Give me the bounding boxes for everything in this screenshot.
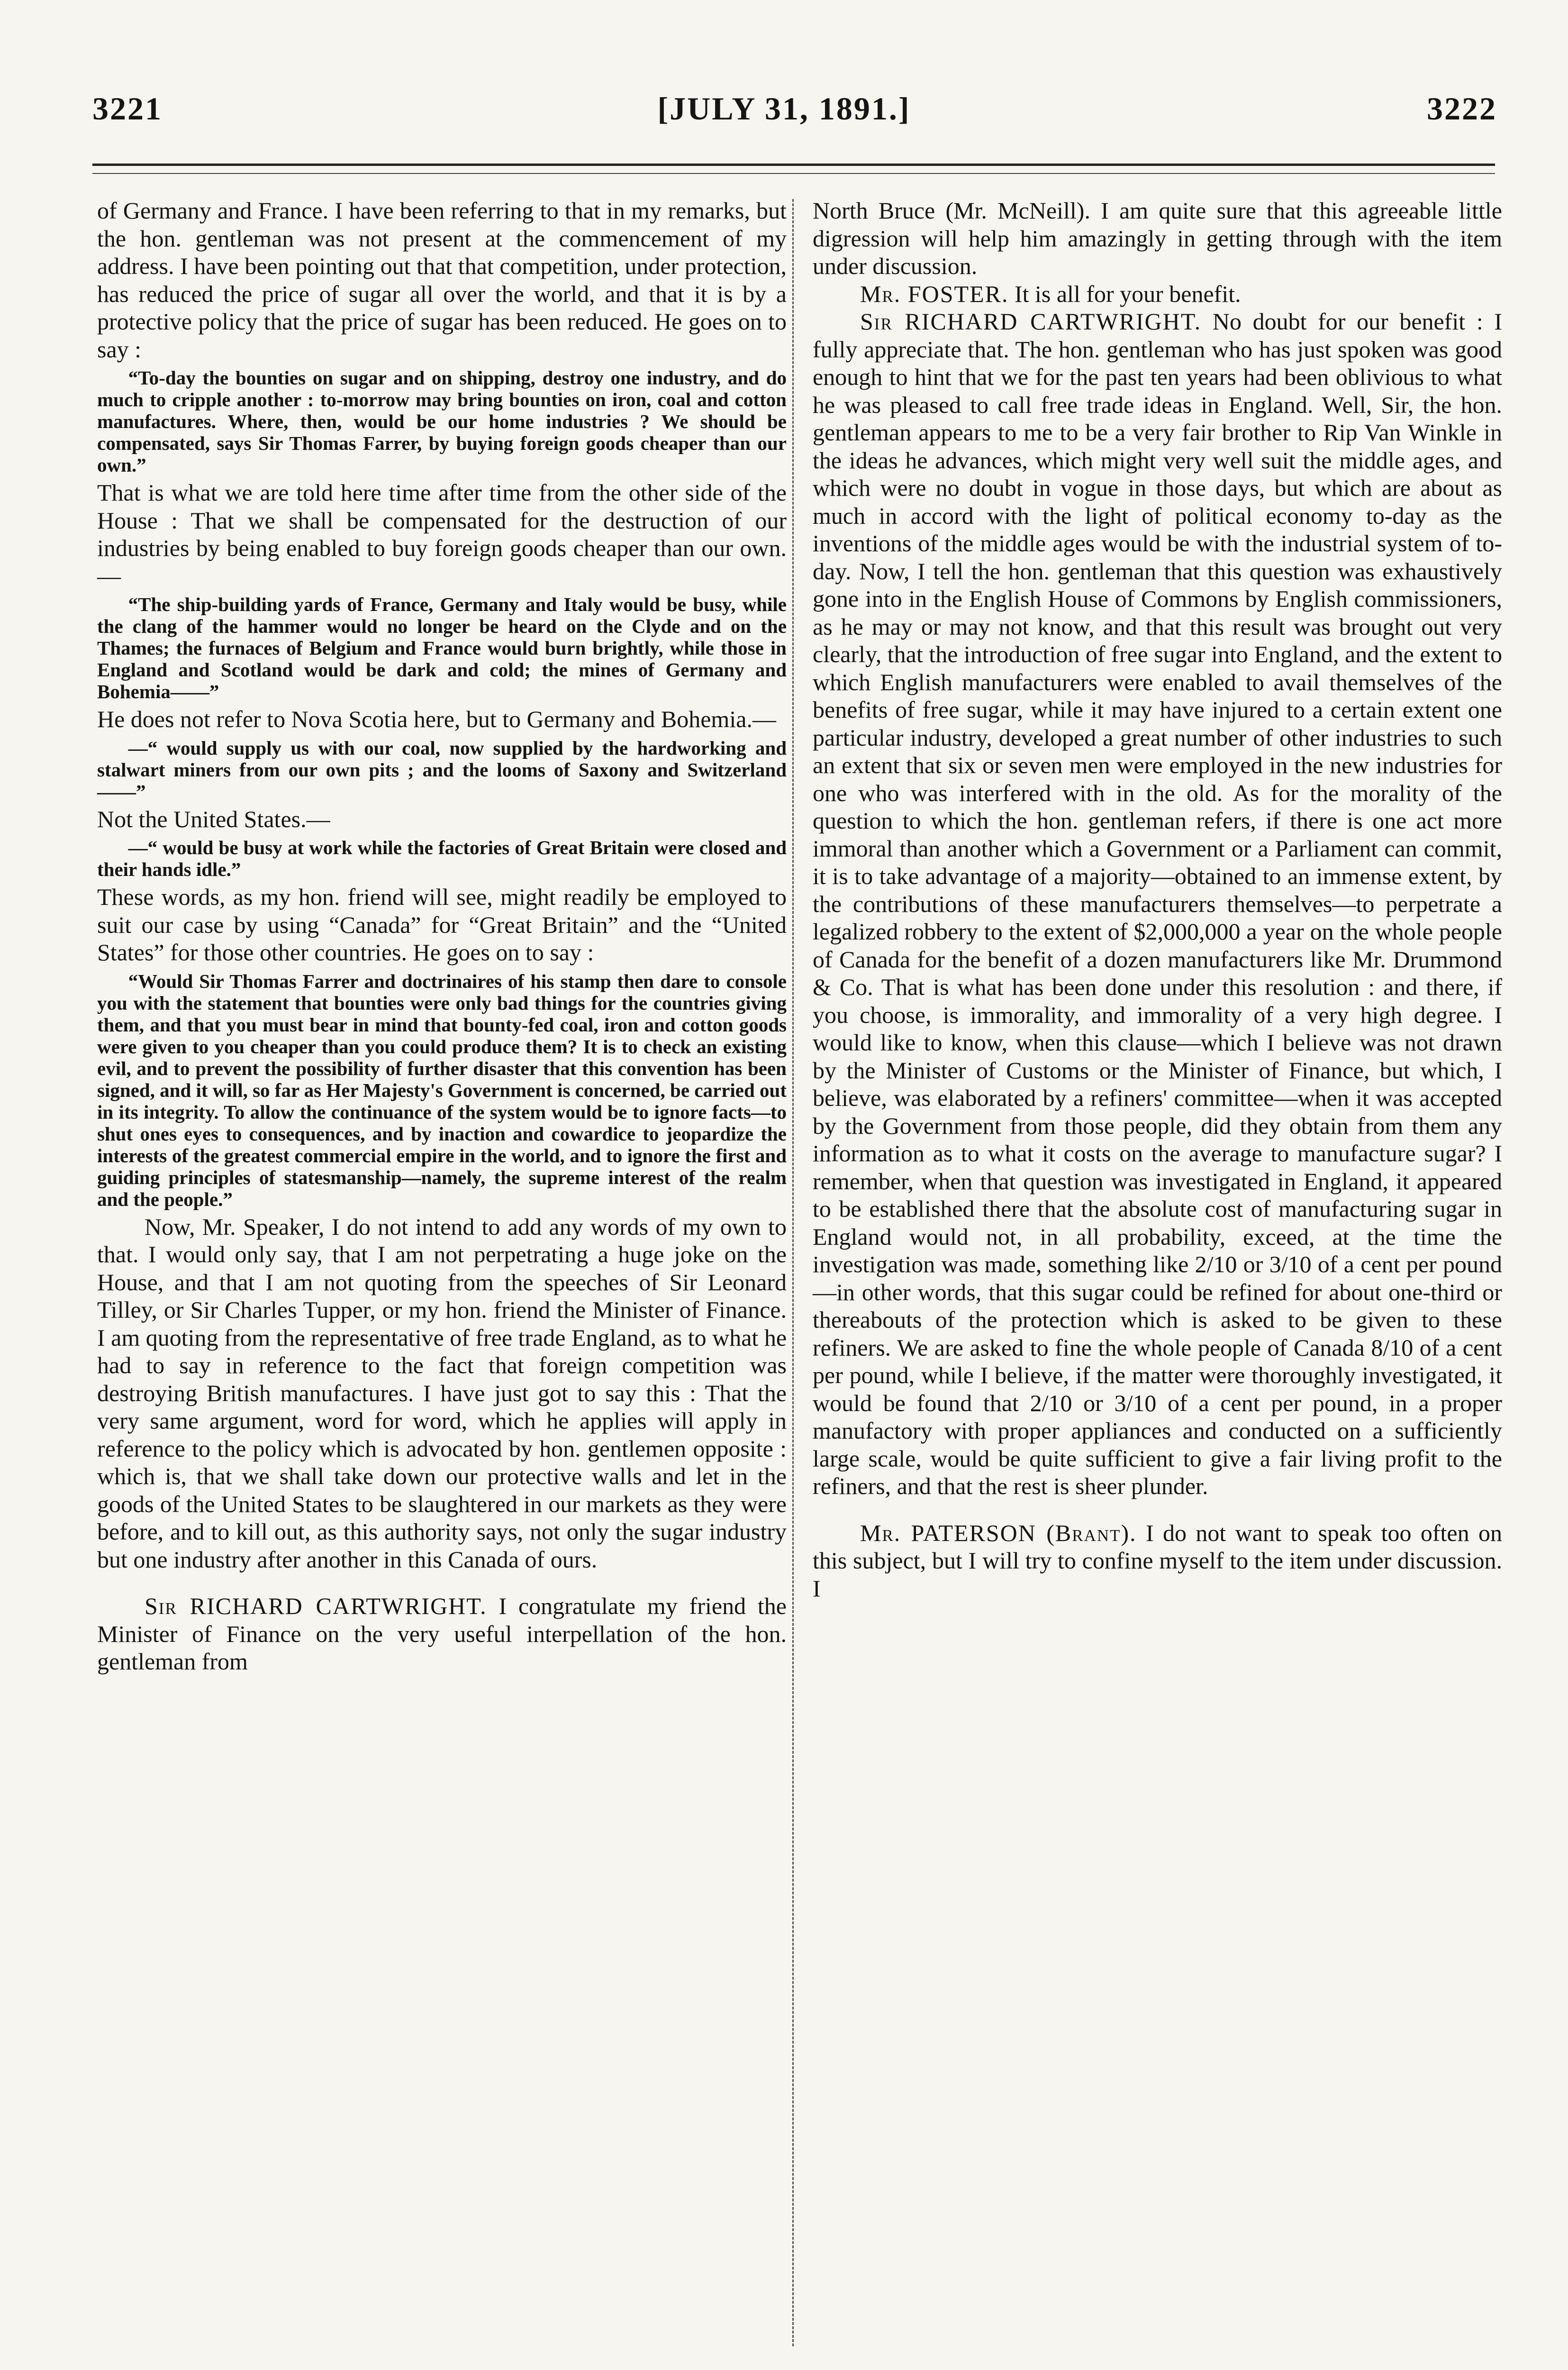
paragraph: of Germany and France. I have been referring to that in my remarks, but the hon. gentleman was not present at the commencement of my address. I have been pointing out that that competition, under protection, has reduced the price of sugar all over the world, and that it is by a protective policy that the price of sugar has been reduced. He goes on to say : bbox=[97, 197, 787, 363]
paragraph: That is what we are told here time after time from the other side of the House : That we shall be compensated for the destruction of our industries by being enabled to buy foreign goods cheaper than our own.— bbox=[97, 479, 787, 589]
column-divider bbox=[792, 199, 794, 2346]
speaker-name: Mr. FOSTER. bbox=[860, 280, 1009, 307]
paragraph: North Bruce (Mr. McNeill). I am quite sure that this agreeable little digression will help him amazingly in getting through with the item under discussion. bbox=[813, 197, 1502, 279]
speech bbox=[813, 280, 1502, 308]
block-quote: —“ would be busy at work while the factories of Great Britain were closed and their hands idle.” bbox=[97, 837, 787, 880]
right-column bbox=[813, 197, 1502, 1602]
block-quote: “The ship-building yards of France, Germany and Italy would be busy, while the clang of the hammer would no longer be heard on the Clyde and on the Thames; the furnaces of Belgium and France would burn brightly, while those in England and Scotland would be dark and cold; the mines of Germany and Bohemia——” bbox=[97, 593, 787, 702]
left-column bbox=[97, 197, 787, 1676]
paragraph: He does not refer to Nova Scotia here, but to Germany and Bohemia.— bbox=[97, 706, 776, 732]
header-rule-thin bbox=[92, 173, 1495, 174]
header-rule bbox=[92, 164, 1495, 166]
speaker-name: Mr. PATERSON (Brant). bbox=[860, 1519, 1137, 1546]
block-quote: —“ would supply us with our coal, now supplied by the hardworking and stalwart miners from our own pits ; and the looms of Saxony and Switzerland——” bbox=[97, 737, 787, 802]
speaker-name: Sir RICHARD CARTWRIGHT. bbox=[145, 1593, 487, 1619]
speech-text: I congratulate my friend the Minister of Finance on the very useful interpellation of the hon. gentleman from bbox=[97, 1593, 787, 1675]
block-quote: “Would Sir Thomas Farrer and doctrinaires of his stamp then dare to console you with the statement that bounties were only bad things for the countries giving them, and that you must bear in mind that bounty-fed coal, iron and cotton goods were given to you cheaper than you could produce them? It is to check an existing evil, and to prevent the possibility of further disaster that this convention has been signed, and it will, so far as Her Majesty's Government is concerned, be carried out in its integrity. To allow the continuance of the system would be to ignore facts—to shut ones eyes to consequences, and by inaction and cowardice to jeopardize the interests of the greatest commercial empire in the world, and to ignore the first and guiding principles of statesmanship—namely, the supreme interest of the realm and the people.” bbox=[97, 970, 787, 1210]
paragraph: Not the United States.— bbox=[97, 805, 330, 832]
paragraph: Now, Mr. Speaker, I do not intend to add any words of my own to that. I would only say, that I am not perpetrating a huge joke on the House, and that I am not quoting from the speeches of Sir Leonard Tilley, or Sir Charles Tupper, or my hon. friend the Minister of Finance. I am quoting from the representative of free trade England, as to what he had to say in reference to the fact that foreign competition was destroying British manufactures. I have just got to say this : That the very same argument, word for word, which he applies will apply in reference to the policy which is advocated by hon. gentlemen opposite : which is, that we shall take down our protective walls and let in the goods of the United States to be slaughtered in our markets as they were before, and to kill out, as this authority says, not only the sugar industry but one industry after another in this Canada of ours. bbox=[97, 1213, 787, 1573]
page-header bbox=[0, 90, 1568, 133]
paragraph: These words, as my hon. friend will see, might readily be employed to suit our case by using “Canada” for “Great Britain” and the “United States” for those other countries. He goes on to say : bbox=[97, 884, 787, 966]
header-left-page-number: 3221 bbox=[92, 91, 163, 127]
speech bbox=[813, 308, 1502, 1500]
header-date: [JULY 31, 1891.] bbox=[657, 91, 911, 127]
speech-text: No doubt for our benefit : I fully appreciate that. The hon. gentleman who has just spoken was good enough to hint that we for the past ten years had been oblivious to what he was pleased to call free trade ideas in England. Well, Sir, the hon. gentleman appears to me to be a very fair brother to Rip Van Winkle in the ideas he advances, which might very well suit the middle ages, and which were no doubt in vogue in those days, but which are about as much in accord with the light of political economy to-day as the inventions of the middle ages would be with the industrial system of to-day. Now, I tell the hon. gentleman that this question was exhaustively gone into in the English House of Commons by English commissioners, as he may or may not know, and that this result was brought out very clearly, that the introduction of free sugar into England, and the extent to which English manufacturers were enabled to avail themselves of the benefits of free sugar, while it may have injured to a certain extent one particular industry, developed a great number of other industries to such an extent that six or seven men were employed in the new industries for one who was interfered with in the old. As for the morality of the question to which the hon. gentleman refers, if there is one act more immoral than another which a Government or a Parliament can commit, it is to take advantage of a majority—obtained to an immense extent, by the contributions of these manufacturers themselves—to perpetrate a legalized robbery to the extent of $2,000,000 a year on the whole people of Canada for the benefit of a dozen manufacturers like Mr. Drummond & Co. That is what has been done under this resolution : and there, if you choose, is immorality, and immorality of a very high degree. I would like to know, when this clause—which I believe was not drawn by the Minister of Customs or the Minister of Finance, but which, I believe, was elaborated by a refiners' committee—when it was accepted by the Government from those people, did they obtain from them any information as to what it costs on the average to manufacture sugar? I remember, when that question was investigated in England, it appeared to be established there that the absolute cost of manufacturing sugar in England would not, in all probability, exceed, at the time the investigation was made, something like 2/10 or 3/10 of a cent per pound—in other words, that this sugar could be refined for about one-third or thereabouts of the protection which is asked to be given to these refiners. We are asked to fine the whole people of Canada 8/10 of a cent per pound, while I believe, if the matter were thoroughly investigated, it would be found that 2/10 or 3/10 of a cent per pound, in a proper manufactory with proper appliances and conducted on a sufficiently large scale, would be quite sufficient to give a fair living profit to the refiners, and that the rest is sheer plunder. bbox=[813, 308, 1502, 1499]
speaker-name: Sir RICHARD CARTWRIGHT. bbox=[860, 308, 1202, 335]
speech-text: I do not want to speak too often on this subject, but I will try to confine myself to the item under discussion. I bbox=[813, 1519, 1502, 1602]
header-right-page-number: 3222 bbox=[1427, 91, 1497, 127]
speech bbox=[813, 1519, 1502, 1603]
speech-text: It is all for your benefit. bbox=[1014, 280, 1241, 307]
speech bbox=[97, 1592, 787, 1676]
block-quote: “To-day the bounties on sugar and on shipping, destroy one industry, and do much to cripple another : to-morrow may bring bounties on iron, coal and cotton manufactures. Where, then, would be our home industries ? We should be compensated, says Sir Thomas Farrer, by buying foreign goods cheaper than our own.” bbox=[97, 367, 787, 476]
